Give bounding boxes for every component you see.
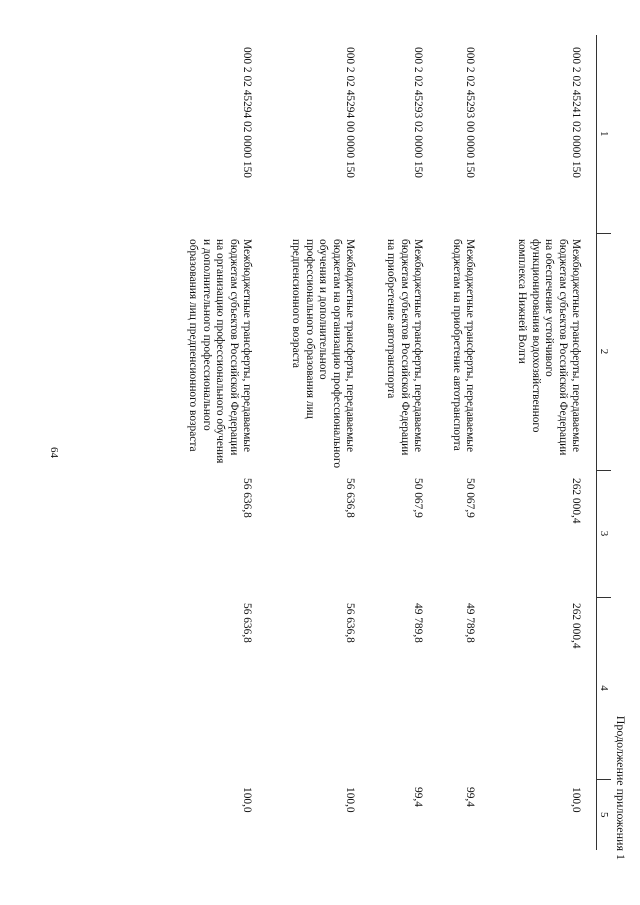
value-cell-4 <box>370 597 438 779</box>
description-line: на обеспечение устойчивого <box>543 239 556 377</box>
value-cell-3 <box>370 470 438 597</box>
description-line: бюджетам субъектов Российской Федерации <box>556 239 569 456</box>
value-cell-5 <box>267 779 370 850</box>
description-cell <box>490 233 597 470</box>
column-header-2: 2 <box>597 233 612 470</box>
actual-value: 262 000,4 <box>570 603 582 649</box>
column-header-5: 5 <box>597 779 612 850</box>
description-line: функционирования водохозяйственного <box>529 239 542 433</box>
continuation-label: Продолжение приложения 1 <box>614 715 628 860</box>
classification-code: 000 2 02 45294 02 0000 150 <box>241 47 253 178</box>
value-cell-4 <box>167 597 267 779</box>
plan-value: 50 067,9 <box>464 478 476 518</box>
page-number: 64 <box>48 447 60 458</box>
description-line: бюджетам субъектов Российской Федерации <box>227 239 240 456</box>
value-cell-3 <box>267 470 370 597</box>
description-line: на организацию профессионального обучения <box>214 239 227 464</box>
actual-value: 49 789,8 <box>464 603 476 643</box>
plan-value: 50 067,9 <box>412 478 424 518</box>
value-cell-3 <box>438 470 490 597</box>
value-cell-5 <box>370 779 438 850</box>
description-line: бюджетам субъектов Российской Федерации <box>398 239 411 456</box>
description-line: профессионального образования лиц <box>303 239 316 419</box>
percent-value: 100,0 <box>241 787 253 813</box>
value-cell-4 <box>267 597 370 779</box>
value-cell-3 <box>490 470 597 597</box>
column-header-4: 4 <box>597 597 612 779</box>
description-cell <box>438 233 490 470</box>
percent-value: 99,4 <box>412 787 424 807</box>
value-cell-3 <box>167 470 267 597</box>
table-row <box>267 35 370 850</box>
table-row <box>370 35 438 850</box>
description-line: Межбюджетные трансферты, передаваемые <box>464 239 476 453</box>
description-line: предпенсионного возраста <box>290 239 303 368</box>
description-cell <box>167 233 267 470</box>
table-header-row <box>597 35 612 850</box>
value-cell-5 <box>167 779 267 850</box>
description-cell <box>370 233 438 470</box>
code-cell <box>438 35 490 233</box>
value-cell-4 <box>490 597 597 779</box>
description-line: бюджетам на приобретение автотранспорта <box>450 239 463 451</box>
description-cell <box>267 233 370 470</box>
description-line: Межбюджетные трансферты, передаваемые <box>241 239 253 453</box>
code-cell <box>490 35 597 233</box>
code-cell <box>167 35 267 233</box>
plan-value: 56 636,8 <box>344 478 356 518</box>
budget-table <box>167 35 611 850</box>
classification-code: 000 2 02 45241 02 0000 150 <box>570 47 582 178</box>
classification-code: 000 2 02 45293 00 0000 150 <box>464 47 476 178</box>
actual-value: 56 636,8 <box>344 603 356 643</box>
percent-value: 100,0 <box>570 787 582 813</box>
table-row <box>438 35 490 850</box>
table-row <box>167 35 267 850</box>
description-line: на приобретение автотранспорта <box>385 239 398 399</box>
column-header-3: 3 <box>597 470 612 597</box>
classification-code: 000 2 02 45293 02 0000 150 <box>412 47 424 178</box>
description-line: Межбюджетные трансферты, передаваемые <box>344 239 356 453</box>
actual-value: 56 636,8 <box>241 603 253 643</box>
value-cell-5 <box>438 779 490 850</box>
description-line: Межбюджетные трансферты, передаваемые <box>570 239 582 453</box>
column-header-1: 1 <box>597 35 612 233</box>
table-row <box>490 35 597 850</box>
percent-value: 100,0 <box>344 787 356 813</box>
description-line: обучения и дополнительного <box>317 239 330 380</box>
description-line: образования лиц предпенсионного возраста <box>187 239 200 452</box>
description-line: и дополнительного профессионального <box>200 239 213 431</box>
description-line: Межбюджетные трансферты, передаваемые <box>412 239 424 453</box>
description-line: бюджетам на организацию профессионального <box>330 239 343 469</box>
value-cell-4 <box>438 597 490 779</box>
value-cell-5 <box>490 779 597 850</box>
description-line: комплекса Нижней Волги <box>516 239 529 364</box>
code-cell <box>267 35 370 233</box>
plan-value: 56 636,8 <box>241 478 253 518</box>
plan-value: 262 000,4 <box>570 478 582 524</box>
table-body <box>167 35 597 850</box>
percent-value: 99,4 <box>464 787 476 807</box>
actual-value: 49 789,8 <box>412 603 424 643</box>
code-cell <box>370 35 438 233</box>
classification-code: 000 2 02 45294 00 0000 150 <box>344 47 356 178</box>
